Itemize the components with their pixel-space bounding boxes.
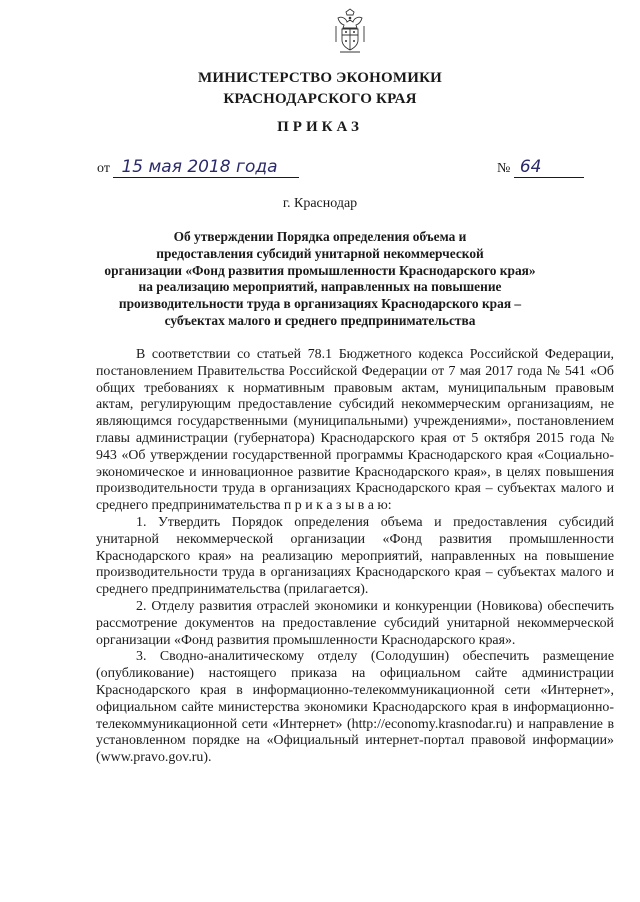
number-value: 64 (514, 157, 584, 178)
title-line: организации «Фонд развития промышленности Краснодарского края» (104, 262, 536, 278)
body-paragraph-item-1: 1. Утвердить Порядок определения объема и предоставления субсидий унитарной некоммерческой организации «Фонд развития промышленности Краснодарского края» на реализацию мероприятий, направленных на повышение производительности труда в организациях Краснодарского края – субъектах малого и среднего предпринимательства (прилагается). (96, 514, 614, 598)
document-title (100, 229, 540, 330)
city-label: г. Краснодар (282, 196, 358, 211)
document-body (96, 347, 614, 767)
title-line: на реализацию мероприятий, направленных на повышение (138, 279, 502, 295)
number-prefix: № (497, 161, 511, 176)
title-line: производительности труда в организациях Краснодарского края – (118, 296, 522, 312)
body-paragraph-preamble: В соответствии со статьей 78.1 Бюджетного кодекса Российской Федерации, постановлением Правительства Российской Федерации от 7 мая 2017 года № 541 «Об общих требованиях к нормативным правовым актам, муниципальным правовым актам, регулирующим предоставление субсидий некоммерческим организациям, не являющимся государственными (муниципальными) учреждениями», постановлением главы администрации (губернатора) Краснодарского края от 5 октября 2015 года № 943 «Об утверждении государственной программы Краснодарского края «Социально-экономическое и инновационное развитие Краснодарского края», в целях повышения производительности труда в организациях Краснодарского края – субъектах малого и среднего предпринимательства п р и к а з ы в а ю: (96, 347, 614, 514)
ministry-name-line2: КРАСНОДАРСКОГО КРАЯ (223, 91, 417, 107)
title-line: предоставления субсидий унитарной некоммерческой (156, 245, 484, 261)
title-line: Об утверждении Порядка определения объема и (173, 229, 467, 244)
body-paragraph-item-3: 3. Сводно-аналитическому отделу (Солодушин) обеспечить размещение (опубликование) настоящего приказа на официальном сайте администрации Краснодарского края в информационно-телекоммуникационной сети «Интернет», официальном сайте министерства экономики Краснодарского края в информационно-телекоммуникационной сети «Интернет» (http://economy.krasnodar.ru) и направление в установленном порядке на «Официальный интернет-портал правовой информации» (www.pravo.gov.ru). (96, 649, 614, 766)
document-type-title: ПРИКАЗ (277, 119, 363, 135)
coat-of-arms-emblem-icon (332, 8, 368, 54)
number-line (497, 157, 584, 178)
date-prefix: от (97, 161, 110, 176)
date-line (97, 157, 299, 178)
ministry-name-line1: МИНИСТЕРСТВО ЭКОНОМИКИ (197, 70, 443, 86)
body-paragraph-item-2: 2. Отделу развития отраслей экономики и конкуренции (Новикова) обеспечить рассмотрение документов на предоставление субсидий унитарной некоммерческой организации «Фонд развития промышленности Краснодарского края». (96, 598, 614, 648)
date-value: 15 мая 2018 года (113, 157, 299, 178)
title-line: субъектах малого и среднего предпринимательства (164, 312, 476, 328)
